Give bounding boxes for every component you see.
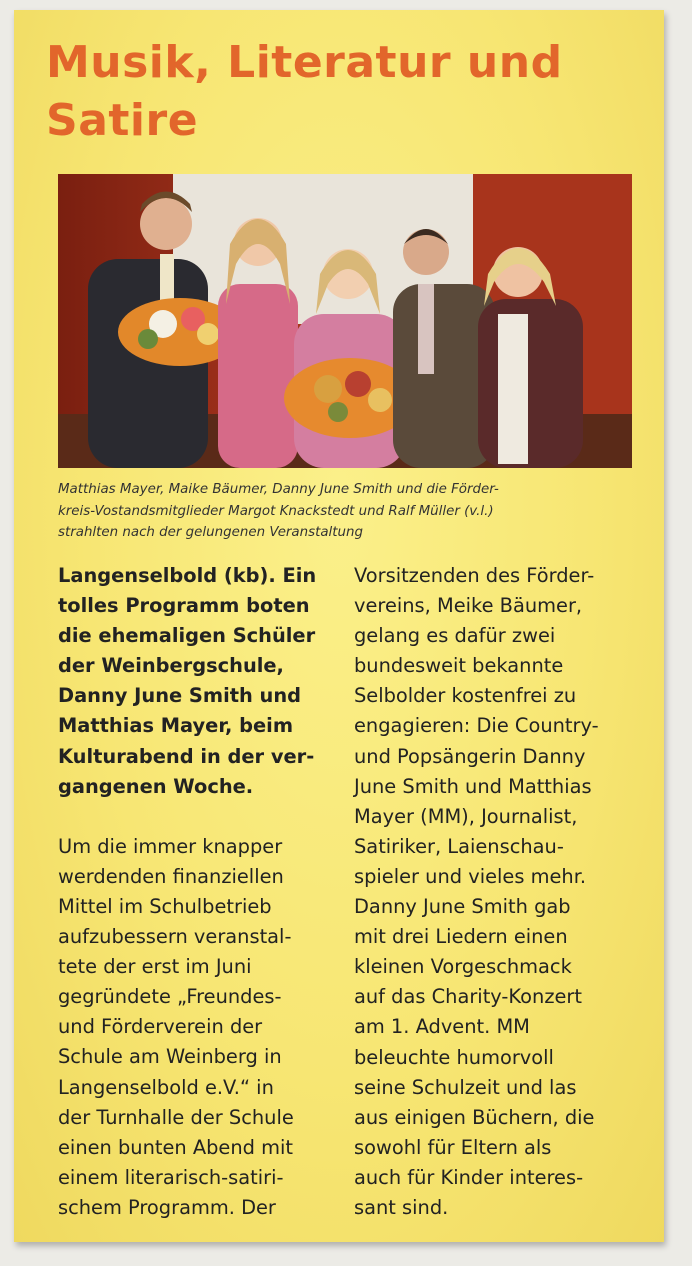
lead-paragraph [58, 561, 338, 802]
body-line: Mayer (MM), Journalist, [354, 804, 578, 828]
body-line: aufzubessern veranstal- [58, 925, 292, 949]
lead-line: gangenen Woche. [58, 774, 254, 798]
body-line: gegründete „Freundes- [58, 985, 282, 1009]
body-line: werdenden finanziellen [58, 864, 284, 888]
caption-line: Matthias Mayer, Maike Bäumer, Danny June Smith und die Förder- [58, 482, 499, 497]
body-line: bundesweit bekannte [354, 654, 564, 678]
body-line: tete der erst im Juni [58, 955, 252, 979]
lead-line: der Weinbergschule, [58, 654, 284, 678]
body-line: kleinen Vorgeschmack [354, 955, 572, 979]
photo-caption [58, 479, 634, 544]
body-line: der Turnhalle der Schule [58, 1105, 294, 1129]
body-line: June Smith und Matthias [354, 774, 592, 798]
lead-line: Danny June Smith und [58, 684, 302, 708]
caption-line: strahlten nach der gelungenen Veranstaltung [58, 525, 364, 540]
body-line: seine Schulzeit und las [354, 1075, 577, 1099]
lead-line: die ehemaligen Schüler [58, 624, 316, 648]
article-column-right [354, 561, 644, 1223]
body-line: einem literarisch-satiri- [58, 1165, 284, 1189]
body-line: und Popsängerin Danny [354, 744, 586, 768]
body-line: Vorsitzenden des Förder- [354, 564, 595, 587]
body-line: auch für Kinder interes- [354, 1165, 584, 1189]
body-line: sowohl für Eltern als [354, 1135, 552, 1159]
body-line: spieler und vieles mehr. [354, 864, 587, 888]
event-photo [58, 174, 632, 468]
body-line: gelang es dafür zwei [354, 624, 556, 648]
body-line: Satiriker, Laienschau- [354, 834, 564, 858]
body-line: Mittel im Schulbetrieb [58, 894, 272, 918]
body-line: aus einigen Büchern, die [354, 1105, 595, 1129]
body-line: auf das Charity-Konzert [354, 985, 583, 1009]
body-line: schem Programm. Der [58, 1195, 276, 1219]
lead-line: tolles Programm boten [58, 594, 310, 618]
body-line: Langenselbold e.V.“ in [58, 1075, 274, 1099]
body-line: vereins, Meike Bäumer, [354, 594, 583, 618]
body-line: Schule am Weinberg in [58, 1045, 282, 1069]
body-line: einen bunten Abend mit [58, 1135, 294, 1159]
caption-line: kreis-Vostandsmitglieder Margot Knackstedt und Ralf Müller (v.l.) [58, 503, 494, 519]
body-line: beleuchte humorvoll [354, 1045, 554, 1069]
body-line: engagieren: Die Country- [354, 714, 599, 738]
body-line: Um die immer knapper [58, 834, 283, 858]
body-line: mit drei Liedern einen [354, 925, 568, 949]
body-line: und Förderverein der [58, 1015, 263, 1039]
body-line: Danny June Smith gab [354, 895, 571, 919]
headline-line: Satire [46, 95, 199, 146]
headline-line: Musik, Literatur und [46, 37, 563, 88]
body-paragraph [58, 832, 338, 1223]
event-photo-illustration [58, 174, 632, 468]
body-line: Selbolder kostenfrei zu [354, 684, 577, 708]
lead-line: Kulturabend in der ver- [58, 744, 315, 768]
lead-line: Matthias Mayer, beim [58, 714, 294, 738]
body-line: sant sind. [354, 1195, 449, 1219]
lead-line: Langenselbold (kb). Ein [58, 564, 317, 587]
body-line: am 1. Advent. MM [354, 1015, 530, 1039]
article-column-left [58, 561, 338, 1223]
headline [46, 34, 646, 150]
